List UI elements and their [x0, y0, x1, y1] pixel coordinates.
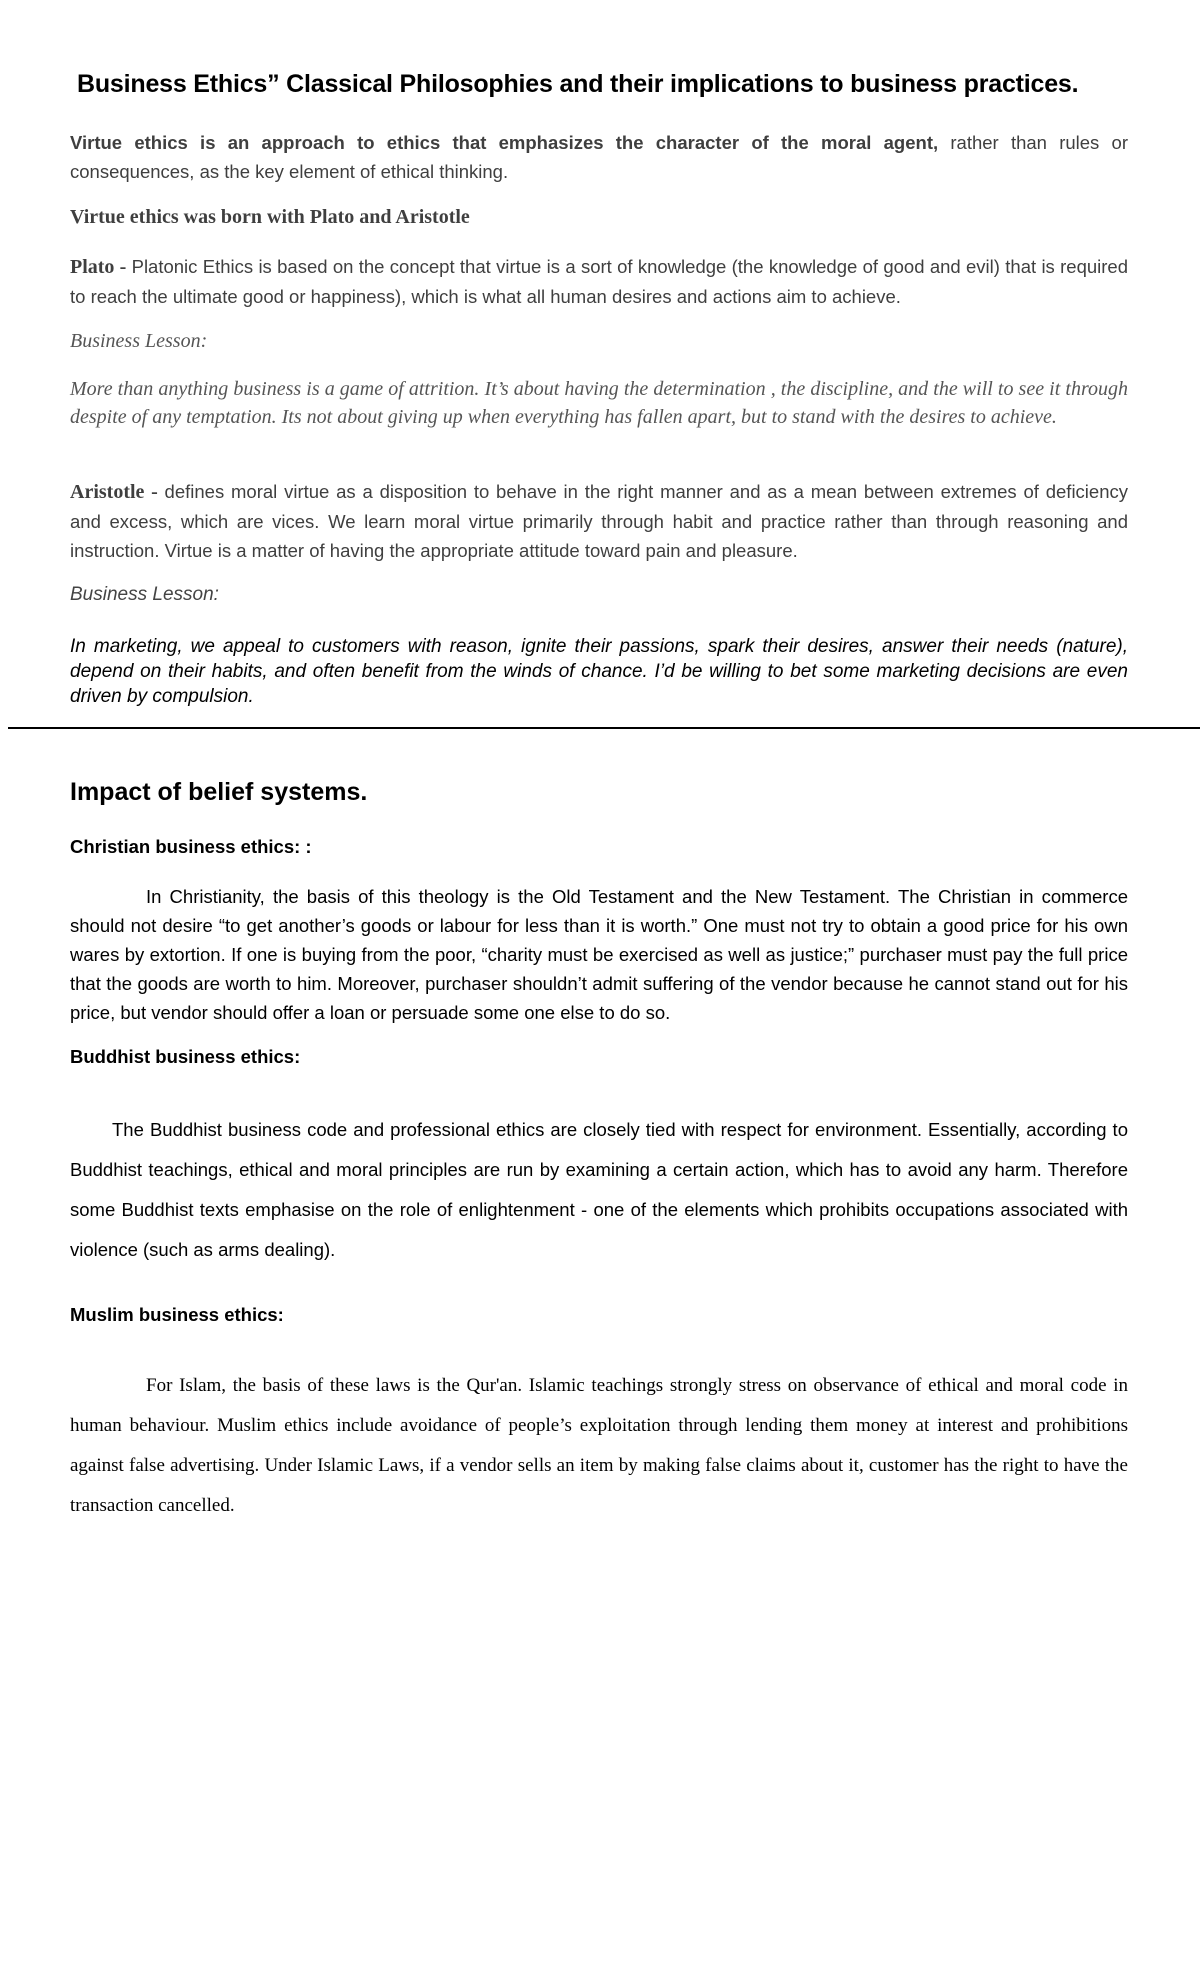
impact-heading: Impact of belief systems.: [70, 778, 368, 806]
plato-text: Platonic Ethics is based on the concept that virtue is a sort of knowledge (the knowledge of good and evil) that is required to reach the ultimate good or happiness), which is what all human desires and actions aim to achieve.: [70, 256, 1129, 307]
plato-paragraph: [70, 252, 1128, 311]
page-title: Business Ethics” Classical Philosophies and their implications to business practices.: [77, 70, 1079, 98]
buddhist-paragraph: The Buddhist business code and professional ethics are closely tied with respect for environment. Essentially, according to Buddhist teachings, ethical and moral principles are run by examining a certain action, which has to avoid any harm. Therefore some Buddhist texts emphasise on the role of enlightenment - one of the elements which prohibits occupations associated with violence (such as arms dealing).: [70, 1119, 1128, 1260]
virtue-ethics-paragraph: [70, 128, 1128, 186]
aristotle-label: Aristotle -: [70, 481, 158, 503]
virtue-ethics-bold: Virtue ethics is an approach to ethics that emphasizes the character of the moral agent,: [70, 132, 939, 153]
section-divider: [8, 727, 1200, 729]
business-lesson-text-1: More than anything business is a game of attrition. It’s about having the determination , the discipline, and the will to see it through despite of any temptation. Its not about giving up when everything has fallen apart, but to stand with the desires to achieve.: [70, 378, 1128, 428]
aristotle-text: defines moral virtue as a disposition to behave in the right manner and as a mean between extremes of deficiency and excess, which are vices. We learn moral virtue primarily through habit and practice rather than through reasoning and instruction. Virtue is a matter of having the appropriate attitude toward pain and pleasure.: [70, 481, 1128, 561]
business-lesson-label-1: Business Lesson:: [70, 330, 208, 352]
plato-label: Plato -: [70, 256, 127, 278]
virtue-origin-heading: Virtue ethics was born with Plato and Aristotle: [70, 206, 470, 228]
muslim-paragraph: For Islam, the basis of these laws is the Qur'an. Islamic teachings strongly stress on observance of ethical and moral code in human behaviour. Muslim ethics include avoidance of people’s exploitation through lending them money at interest and prohibitions against false advertising. Under Islamic Laws, if a vendor sells an item by making false claims about it, customer has the right to have the transaction cancelled.: [70, 1375, 1128, 1516]
christian-paragraph: In Christianity, the basis of this theology is the Old Testament and the New Testament. The Christian in commerce should not desire “to get another’s goods or labour for less than it is worth.” One must not try to obtain a good price for his own wares by extortion. If one is buying from the poor, “charity must be exercised as well as justice;” purchaser must pay the full price that the goods are worth to him. Moreover, purchaser shouldn’t admit suffering of the vendor because he cannot stand out for his price, but vendor should offer a loan or persuade some one else to do so.: [70, 886, 1128, 1023]
business-lesson-text-2: In marketing, we appeal to customers with reason, ignite their passions, spark their desires, answer their needs (nature), depend on their habits, and often benefit from the winds of chance. I’d be willing to bet some marketing decisions are even driven by compulsion.: [70, 636, 1128, 707]
christian-heading: Christian business ethics: :: [70, 836, 312, 857]
muslim-heading: Muslim business ethics:: [70, 1304, 284, 1325]
virtue-ethics-text: rather than rules or consequences, as the key element of ethical thinking.: [70, 132, 1128, 182]
business-lesson-label-2: Business Lesson:: [70, 584, 219, 605]
buddhist-heading: Buddhist business ethics:: [70, 1046, 301, 1067]
aristotle-paragraph: [70, 477, 1128, 565]
